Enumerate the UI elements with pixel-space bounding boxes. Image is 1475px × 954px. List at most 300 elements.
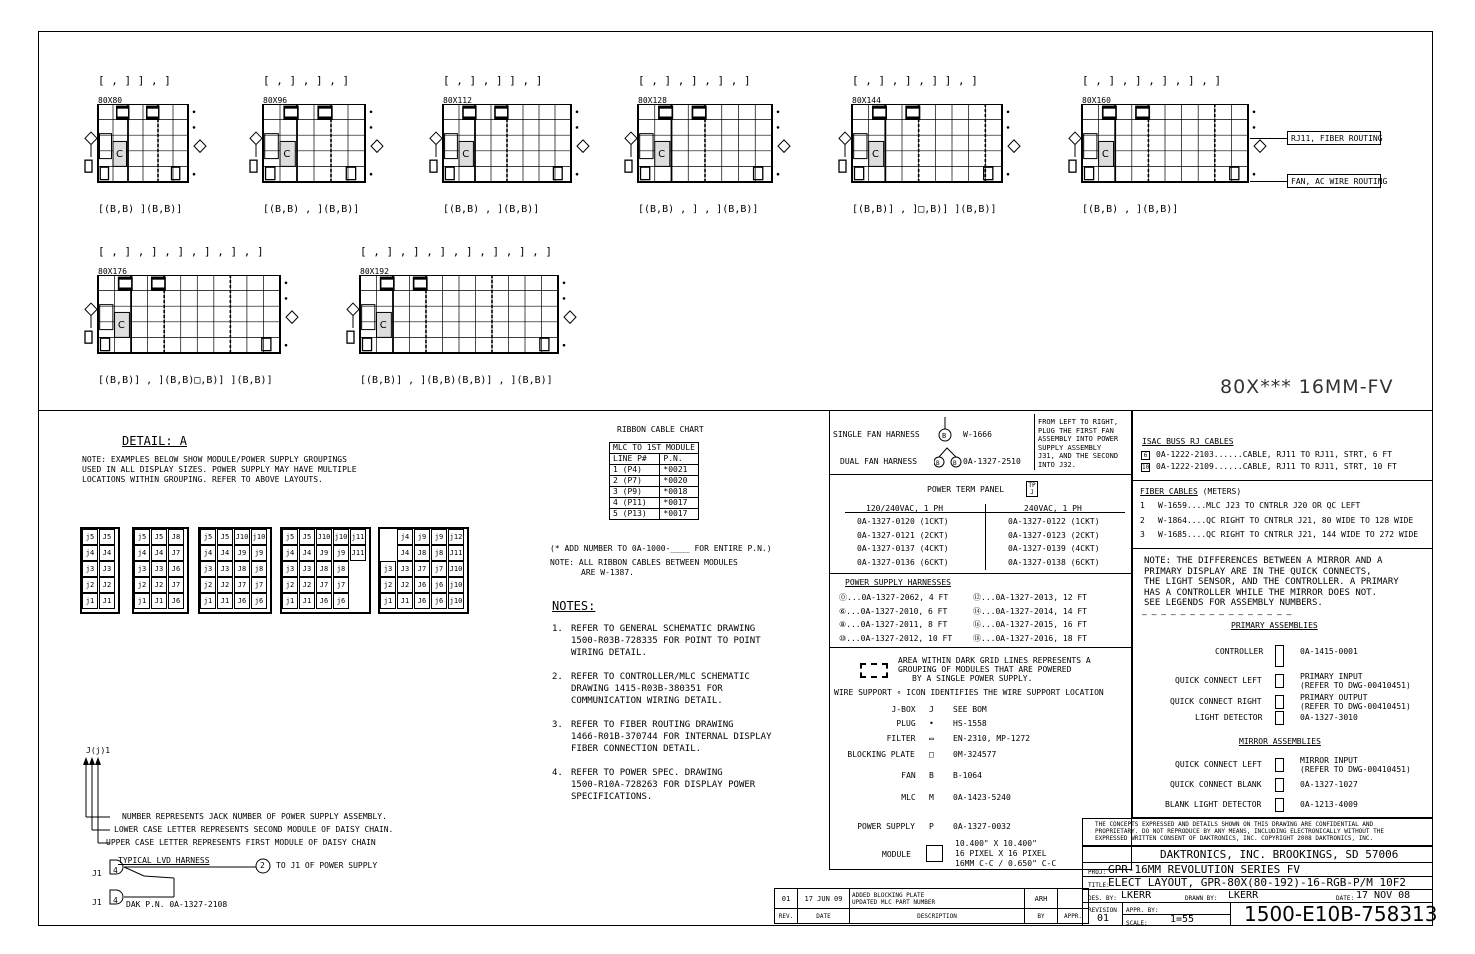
isac-title: ISAC BUSS RJ CABLES — [1142, 437, 1234, 446]
fan-note-line: INTO J32. — [1038, 460, 1076, 469]
fiber-row: W-1659....MLC J23 TO CNTRLR J20 OR QC LEFT — [1158, 501, 1361, 510]
legend-area-line: BY A SINGLE POWER SUPPLY. — [912, 674, 1033, 683]
grouping-icon — [860, 663, 888, 678]
fiber-diamond-icon: 3 — [1140, 530, 1145, 539]
scale: 1=55 — [1170, 914, 1195, 925]
jack-cell: J2 — [299, 577, 315, 593]
proj-label: PROJ: — [1088, 869, 1107, 876]
module-desc: 10.400" X 10.400" — [955, 839, 1037, 848]
ribbon-cell: *0017 — [660, 509, 699, 520]
jack-cell: J5 — [299, 529, 315, 545]
jack-cell: J8 — [168, 529, 184, 545]
confidential-line: EXPRESSED WRITTEN CONSENT OF DAKTRONICS, INC. COPYRIGHT 2008 DAKTRONICS, INC. — [1095, 835, 1374, 842]
legend-value: EN-2310, MP-1272 — [953, 734, 1031, 743]
rj11-callout-text: RJ11, FIBER ROUTING — [1291, 134, 1383, 143]
layout-bottom-connectors: [(B,B)] , ]□,B)] ](B,B)] — [852, 204, 997, 215]
jack-cell: j9 — [333, 545, 349, 561]
jack-cell: j9 — [414, 529, 430, 545]
ribbon-col: P.N. — [660, 454, 699, 465]
jack-cell: j10 — [333, 529, 349, 545]
detail-title: DETAIL: A — [122, 434, 188, 448]
fiber-title-suffix: (METERS) — [1202, 487, 1242, 496]
layout-grid — [618, 104, 812, 212]
note-number: 3. — [552, 720, 563, 730]
jack-cell: j1 — [134, 593, 150, 609]
primary-value: 0A-1415-0001 — [1300, 647, 1358, 656]
jack-cell: J5 — [217, 529, 233, 545]
primary-ref: (REFER TO DWG-00410451) — [1300, 702, 1411, 711]
note-number: 2. — [552, 672, 563, 682]
power-term-right: 0A-1327-0138 (6CKT) — [1008, 557, 1100, 567]
legend-label: J-BOX — [891, 705, 916, 714]
primary-ref: (REFER TO DWG-00410451) — [1300, 681, 1411, 690]
layout-size-label: 80X80 — [98, 96, 123, 105]
mirror-note-line: THE LIGHT SENSOR, AND THE CONTROLLER. A PRIMARY — [1144, 577, 1399, 587]
leader — [1250, 138, 1287, 139]
primary-value: PRIMARY INPUT — [1300, 672, 1363, 681]
mirror-label: QUICK CONNECT LEFT — [1175, 760, 1262, 769]
jack-grid-outline — [80, 527, 120, 614]
svg-text:C: C — [116, 149, 123, 161]
detail-note-line: LOCATIONS WITHIN GROUPING. REFER TO ABOVE LAYOUTS. — [82, 475, 323, 484]
dual-fan-label: DUAL FAN HARNESS — [840, 457, 918, 466]
primary-icon — [1275, 645, 1284, 667]
fan-note-line: J31, AND THE SECOND — [1038, 452, 1119, 460]
note-line: DRAWING 1415-R03B-380351 FOR — [571, 684, 723, 694]
module-desc: 16MM C-C / 0.650" C-C — [955, 859, 1057, 868]
rev-cell: ARH — [1025, 889, 1058, 909]
jack-cell: J4 — [217, 545, 233, 561]
layout-brackets: [ , ] , ] ] , ] — [443, 74, 543, 87]
mirror-note-line: SEE LEGENDS FOR ASSEMBLY NUMBERS. — [1144, 598, 1323, 608]
jack-grid-outline — [280, 527, 371, 614]
primary-value: PRIMARY OUTPUT — [1300, 693, 1368, 702]
layout-grid — [78, 104, 228, 212]
layout-grid — [78, 275, 320, 383]
drawn: LKERR — [1228, 890, 1259, 901]
jack-grid-outline — [198, 527, 272, 614]
layout-brackets: [ , ] ] , ] — [98, 74, 171, 87]
layout-size-label: 80X112 — [443, 96, 472, 105]
jack-cell: j9 — [251, 545, 267, 561]
ribbon-note: (* ADD NUMBER TO 0A-1000-____ FOR ENTIRE P.N.) — [550, 544, 772, 553]
legend-symbol-icon: • — [929, 719, 934, 728]
jack-cell: J8 — [234, 561, 250, 577]
fan-note-line: SUPPLY ASSEMBLY — [1038, 443, 1102, 452]
des-label: DES. BY: — [1088, 895, 1117, 902]
svg-text:C: C — [379, 320, 387, 332]
ps-harness-right: ⑫...0A-1327-2013, 12 FT — [973, 593, 1087, 602]
jack-cell: j6 — [431, 593, 447, 609]
primary-icon — [1275, 711, 1284, 725]
rev-head: DESCRIPTION — [850, 909, 1025, 924]
single-fan-pn: W-1666 — [963, 430, 992, 439]
ribbon-title: RIBBON CABLE CHART — [617, 425, 704, 434]
ps-harness-left: ⓪...0A-1327-2062, 4 FT — [839, 593, 949, 602]
rev-cell — [1058, 889, 1089, 909]
note-line: 1466-R01B-370744 FOR INTERNAL DISPLAY — [571, 732, 772, 742]
note-line: SPECIFICATIONS. — [571, 792, 653, 802]
svg-text:C: C — [658, 149, 666, 161]
ribbon-table — [609, 442, 699, 520]
svg-text:B: B — [936, 460, 940, 467]
primary-icon — [1275, 674, 1284, 688]
legend-value: 0A-1327-0032 — [953, 822, 1011, 831]
layout-size-label: 80X192 — [360, 267, 389, 276]
confidential-line: THE CONCEPTS EXPRESSED AND DETAILS SHOWN ON THIS DRAWING ARE CONFIDENTIAL AND — [1095, 821, 1374, 828]
mirror-note-line: NOTE: THE DIFFERENCES BETWEEN A MIRROR AND A — [1144, 556, 1383, 566]
ribbon-cell: 2 (P7) — [610, 476, 660, 487]
lvd-pin: 4 — [113, 896, 118, 905]
fan-note-line: ASSEMBLY INTO POWER — [1038, 435, 1119, 443]
jack-cell: j1 — [380, 593, 396, 609]
ribbon-cell: *0020 — [660, 476, 699, 487]
jack-cell: j8 — [431, 545, 447, 561]
fan-note-line: PLUG THE FIRST FAN — [1038, 426, 1114, 435]
power-term-left: 0A-1327-0136 (6CKT) — [857, 557, 949, 567]
jack-cell: J2 — [151, 577, 167, 593]
rev-desc — [850, 889, 1025, 909]
lvd-j1-label: J1 — [92, 869, 102, 878]
revision-label: REVISION — [1088, 907, 1117, 914]
note-line: COMMUNICATION WIRING DETAIL. — [571, 696, 723, 706]
dash-line: — — — — — — — — — — — — — — — — — [1142, 610, 1292, 619]
jack-cell: J7 — [316, 577, 332, 593]
lvd-j1-label: J1 — [92, 898, 102, 907]
panel-divider — [829, 474, 1132, 475]
jack-grid-outline — [132, 527, 189, 614]
jack-cell: j1 — [282, 593, 298, 609]
fan-note-line: FROM LEFT TO RIGHT, — [1038, 418, 1119, 426]
ribbon-note: ARE W-1387. — [581, 568, 634, 577]
layout-grid — [340, 275, 598, 383]
ribbon-cell: *0021 — [660, 465, 699, 476]
note-line: REFER TO CONTROLLER/MLC SCHEMATIC — [571, 672, 750, 682]
revision: 01 — [1097, 913, 1110, 924]
rev-desc-line: ADDED BLOCKING PLATE — [852, 891, 925, 899]
power-term-icon: TP J — [1026, 481, 1038, 497]
primary-label: CONTROLLER — [1215, 647, 1264, 656]
power-term-left: 0A-1327-0121 (2CKT) — [857, 530, 949, 540]
module-label: MODULE — [882, 850, 911, 859]
jack-cell: j10 — [448, 577, 464, 593]
fiber-diamond-icon: 1 — [1140, 501, 1145, 510]
mirror-value: MIRROR INPUT — [1300, 756, 1358, 765]
legend-label: MLC — [901, 793, 916, 802]
layout-grid — [423, 104, 611, 212]
module-icon — [926, 845, 943, 862]
layout-size-label: 80X96 — [263, 96, 288, 105]
note-line: 1500-R03B-728335 FOR POINT TO POINT — [571, 636, 761, 646]
legend-label: FILTER — [886, 734, 916, 743]
svg-text:C: C — [283, 149, 291, 161]
jack-cell: j5 — [134, 529, 150, 545]
rev-head: DATE — [798, 909, 850, 924]
notes-title: NOTES: — [552, 599, 596, 613]
layout-bottom-connectors: [(B,B) ](B,B)] — [98, 204, 183, 215]
layout-size-label: 80X144 — [852, 96, 881, 105]
legend-symbol-icon: ▭ — [929, 734, 934, 743]
legend-value: HS-1558 — [953, 719, 987, 728]
scale-label: SCALE: — [1126, 920, 1148, 927]
mirror-note-line: HAS A CONTROLLER WHILE THE MIRROR DOES NOT. — [1144, 587, 1377, 598]
confidential-line: PROPRIETARY. DO NOT REPRODUCE BY ANY MEANS, INCLUDING ELECTRONICALLY WITHOUT THE — [1095, 828, 1384, 835]
jack-cell: j9 — [431, 529, 447, 545]
ribbon-cell: 1 (P4) — [610, 465, 660, 476]
jack-cell: j12 — [448, 529, 464, 545]
fiber-row: W-1685....QC RIGHT TO CNTRLR J21, 144 WIDE TO 272 WIDE — [1158, 530, 1419, 539]
fan-ac-callout-text: FAN, AC WIRE ROUTING — [1291, 177, 1388, 186]
fan-icon — [934, 414, 964, 474]
primary-value: 0A-1327-3010 — [1300, 713, 1358, 722]
svg-text:C: C — [117, 320, 125, 332]
note-line: FIBER CONNECTION DETAIL. — [571, 744, 702, 754]
jack-cell: j6 — [431, 577, 447, 593]
ribbon-cell: 4 (P11) — [610, 498, 660, 509]
jack-cell: J3 — [99, 561, 115, 577]
wire-support-text: WIRE SUPPORT ∘ ICON IDENTIFIES THE WIRE SUPPORT LOCATION — [834, 688, 1104, 697]
jack-cell: j1 — [200, 593, 216, 609]
rev-head: BY — [1025, 909, 1058, 924]
layout-bottom-connectors: [(B,B)] , ](B,B)□,B)] ](B,B)] — [98, 375, 273, 386]
mirror-value: 0A-1327-1027 — [1300, 780, 1358, 789]
isac-row: 0A-1222-2109......CABLE, RJ11 TO RJ11, STRT, 10 FT — [1156, 462, 1397, 471]
primary-icon — [1275, 695, 1284, 709]
legend-value: B-1064 — [953, 771, 982, 780]
jack-cell: J9 — [234, 545, 250, 561]
layout-size-label: 80X176 — [98, 267, 127, 276]
mirror-icon — [1275, 778, 1284, 792]
rev-desc-line: UPDATED MLC PART NUMBER — [852, 898, 936, 906]
svg-text:C: C — [872, 149, 879, 161]
legend-symbol-icon: J — [929, 705, 934, 714]
jack-cell: J4 — [99, 545, 115, 561]
jack-legend-arrows — [80, 755, 120, 850]
layout-size-label: 80X160 — [1082, 96, 1111, 105]
jack-cell: J11 — [448, 545, 464, 561]
jack-cell: j5 — [282, 529, 298, 545]
jack-cell: J11 — [350, 545, 366, 561]
legend-area-line: GROUPING OF MODULES THAT ARE POWERED — [898, 665, 1072, 674]
panel-divider — [829, 573, 1132, 574]
layout-brackets: [ , ] , ] , ] ] , ] — [852, 74, 978, 87]
panel-divider — [1132, 480, 1433, 481]
legend-symbol-icon: □ — [929, 750, 934, 759]
fiber-row: W-1864....QC RIGHT TO CNTRLR J21, 80 WIDE TO 128 WIDE — [1158, 515, 1414, 525]
jack-cell: j4 — [134, 545, 150, 561]
legend-label: PLUG — [896, 719, 916, 728]
ps-harness-right: ⑯...0A-1327-2015, 16 FT — [973, 620, 1087, 629]
jack-legend-heading: J(j)1 — [86, 746, 111, 755]
mirror-ref: (REFER TO DWG-00410451) — [1300, 765, 1411, 774]
ps-harness-left: ⑥...0A-1327-2010, 6 FT — [839, 606, 948, 616]
jack-legend-line: UPPER CASE LETTER REPRESENTS FIRST MODULE OF DAISY CHAIN — [106, 838, 376, 847]
jack-cell: J5 — [99, 529, 115, 545]
jack-cell: J3 — [397, 561, 413, 577]
dual-fan-pn: 0A-1327-2510 — [963, 457, 1021, 466]
ribbon-note: NOTE: ALL RIBBON CABLES BETWEEN MODULES — [550, 558, 738, 567]
jack-cell: J10 — [316, 529, 332, 545]
primary-label: QUICK CONNECT RIGHT — [1170, 697, 1262, 706]
jack-cell: j1 — [82, 593, 98, 609]
jack-cell: j6 — [251, 593, 267, 609]
layout-brackets: [ , ] , ] , ] , ] , ] , ] — [98, 245, 264, 258]
note-line: 1500-R10A-728263 FOR DISPLAY POWER — [571, 780, 756, 790]
ribbon-header: MLC TO 1ST MODULE — [610, 443, 699, 454]
jack-cell: J1 — [217, 593, 233, 609]
jack-cell: j2 — [82, 577, 98, 593]
jack-cell: J3 — [217, 561, 233, 577]
jack-cell: J1 — [151, 593, 167, 609]
layout-bottom-connectors: [(B,B)] , ](B,B)(B,B)] , ](B,B)] — [360, 375, 553, 386]
series-label: 80X*** 16MM-FV — [1220, 376, 1394, 398]
note-line: REFER TO GENERAL SCHEMATIC DRAWING — [571, 624, 756, 634]
jack-cell: J7 — [414, 561, 430, 577]
mirror-icon — [1275, 758, 1284, 772]
legend-label: POWER SUPPLY — [857, 822, 915, 831]
jack-cell: J1 — [299, 593, 315, 609]
single-fan-label: SINGLE FAN HARNESS — [833, 430, 920, 439]
legend-symbol-icon: B — [929, 771, 934, 780]
jack-cell: J4 — [299, 545, 315, 561]
fiber-diamond-icon: 2 — [1140, 515, 1145, 525]
note-line: REFER TO POWER SPEC. DRAWING — [571, 768, 723, 778]
module-desc: 16 PIXEL X 16 PIXEL — [955, 849, 1047, 858]
jack-cell: J2 — [217, 577, 233, 593]
layout-brackets: [ , ] , ] , ] , ] , ] — [1082, 74, 1222, 87]
drawn-label: DRAWN BY: — [1185, 895, 1218, 902]
power-term-title: POWER TERM PANEL — [927, 485, 1005, 494]
ribbon-cell: *0017 — [660, 498, 699, 509]
panel-divider — [829, 647, 1132, 648]
layout-grid — [243, 104, 405, 212]
jack-cell: j6 — [333, 593, 349, 609]
mirror-icon — [1275, 798, 1284, 812]
power-term-left: 0A-1327-0120 (1CKT) — [857, 517, 949, 526]
jack-cell: J7 — [168, 545, 184, 561]
jack-cell: j3 — [282, 561, 298, 577]
legend-label: FAN — [901, 771, 916, 780]
jack-cell: j8 — [333, 561, 349, 577]
layout-grid — [832, 104, 1042, 212]
panel-divider — [1132, 548, 1433, 549]
mirror-label: BLANK LIGHT DETECTOR — [1165, 800, 1262, 809]
jack-cell: J5 — [151, 529, 167, 545]
rev-head: REV. — [775, 909, 798, 924]
date: 17 NOV 08 — [1356, 890, 1411, 901]
layout-size-label: 80X128 — [638, 96, 667, 105]
lvd-to-j1: TO J1 OF POWER SUPPLY — [276, 861, 378, 870]
jack-cell: J3 — [299, 561, 315, 577]
jack-cell: j3 — [200, 561, 216, 577]
jack-cell: J10 — [234, 529, 250, 545]
jack-cell: j11 — [350, 529, 366, 545]
des: LKERR — [1121, 890, 1152, 901]
jack-cell: J2 — [99, 577, 115, 593]
jack-cell: j4 — [82, 545, 98, 561]
lvd-part-number: DAK P.N. 0A-1327-2108 — [126, 900, 228, 909]
rev-head: APPR. — [1058, 909, 1089, 924]
jack-cell: J9 — [316, 545, 332, 561]
svg-text:C: C — [1101, 149, 1109, 161]
ribbon-col: LINE P# — [610, 454, 660, 465]
fan-note-divider — [1034, 414, 1035, 470]
jack-cell: j10 — [448, 593, 464, 609]
primary-label: QUICK CONNECT LEFT — [1175, 676, 1262, 685]
power-term-right: 0A-1327-0122 (1CKT) — [1008, 517, 1100, 526]
leader — [1250, 181, 1287, 182]
jack-cell: J4 — [151, 545, 167, 561]
ribbon-cell: *0018 — [660, 487, 699, 498]
legend-area-line: AREA WITHIN DARK GRID LINES REPRESENTS A — [898, 656, 1091, 665]
rev-cell: 01 — [775, 889, 798, 909]
jack-cell: J6 — [316, 593, 332, 609]
svg-text:C: C — [462, 149, 470, 161]
jack-cell: J6 — [168, 561, 184, 577]
jack-cell: j3 — [380, 561, 396, 577]
layout-brackets: [ , ] , ] , ] , ] , ] , ] , ] — [360, 245, 553, 258]
jack-cell: j4 — [282, 545, 298, 561]
revision-table — [774, 888, 1089, 924]
jack-cell: J6 — [234, 593, 250, 609]
jack-legend-line: LOWER CASE LETTER REPRESENTS SECOND MODULE OF DAISY CHAIN. — [114, 825, 394, 834]
mirror-value: 0A-1213-4009 — [1300, 800, 1358, 809]
ps-harness-right: ⑱...0A-1327-2016, 18 FT — [973, 633, 1087, 643]
primary-title: PRIMARY ASSEMBLIES — [1231, 621, 1318, 630]
layout-bottom-connectors: [(B,B) , ](B,B)] — [443, 204, 540, 215]
layout-bottom-connectors: [(B,B) , ] , ](B,B)] — [638, 204, 759, 215]
jack-cell: j4 — [397, 529, 413, 545]
power-term-right-head: 240VAC, 1 PH — [1024, 504, 1082, 513]
note-number: 1. — [552, 624, 563, 634]
legend-value: 0A-1423-5240 — [953, 793, 1011, 802]
jack-cell: j2 — [380, 577, 396, 593]
ps-harness-title: POWER SUPPLY HARNESSES — [845, 578, 951, 587]
jack-cell: J8 — [414, 545, 430, 561]
jack-cell: j7 — [431, 561, 447, 577]
legend-value: 0M-324577 — [953, 750, 997, 759]
layout-bottom-connectors: [(B,B) , ](B,B)] — [263, 204, 360, 215]
jack-cell: J10 — [448, 561, 464, 577]
jack-cell: J6 — [168, 593, 184, 609]
jack-cell: j7 — [251, 577, 267, 593]
fiber-title — [1140, 487, 1241, 497]
title: ELECT LAYOUT, GPR-80X(80-192)-16-RGB-P/M 10F2 — [1108, 876, 1407, 889]
jack-cell: j2 — [282, 577, 298, 593]
lvd-pin-right: 2 — [260, 861, 265, 870]
svg-text:B: B — [953, 460, 957, 467]
jack-cell: j7 — [333, 577, 349, 593]
svg-text:B: B — [942, 432, 947, 440]
ribbon-cell: 5 (P13) — [610, 509, 660, 520]
jack-cell: J7 — [168, 577, 184, 593]
lvd-harness-title: TYPICAL LVD HARNESS — [118, 856, 210, 865]
proj: GPR-16MM REVOLUTION SERIES FV — [1108, 863, 1301, 876]
legend-label: BLOCKING PLATE — [847, 750, 915, 759]
isac-icon: 10 — [1142, 464, 1150, 471]
jack-cell: J3 — [151, 561, 167, 577]
jack-cell: J8 — [316, 561, 332, 577]
date-label: DATE: — [1336, 895, 1355, 902]
layout-grid — [1062, 104, 1288, 212]
mirror-note-line: PRIMARY DISPLAY ARE IN THE QUICK CONNECTS, — [1144, 566, 1372, 577]
jack-cell: j10 — [251, 529, 267, 545]
jack-cell: J1 — [397, 593, 413, 609]
jack-cell: J6 — [414, 577, 430, 593]
power-term-left: 0A-1327-0137 (4CKT) — [857, 544, 949, 553]
mirror-label: QUICK CONNECT BLANK — [1170, 780, 1262, 789]
detail-note-line: USED IN ALL DISPLAY SIZES. POWER SUPPLY MAY HAVE MULTIPLE — [82, 465, 357, 474]
